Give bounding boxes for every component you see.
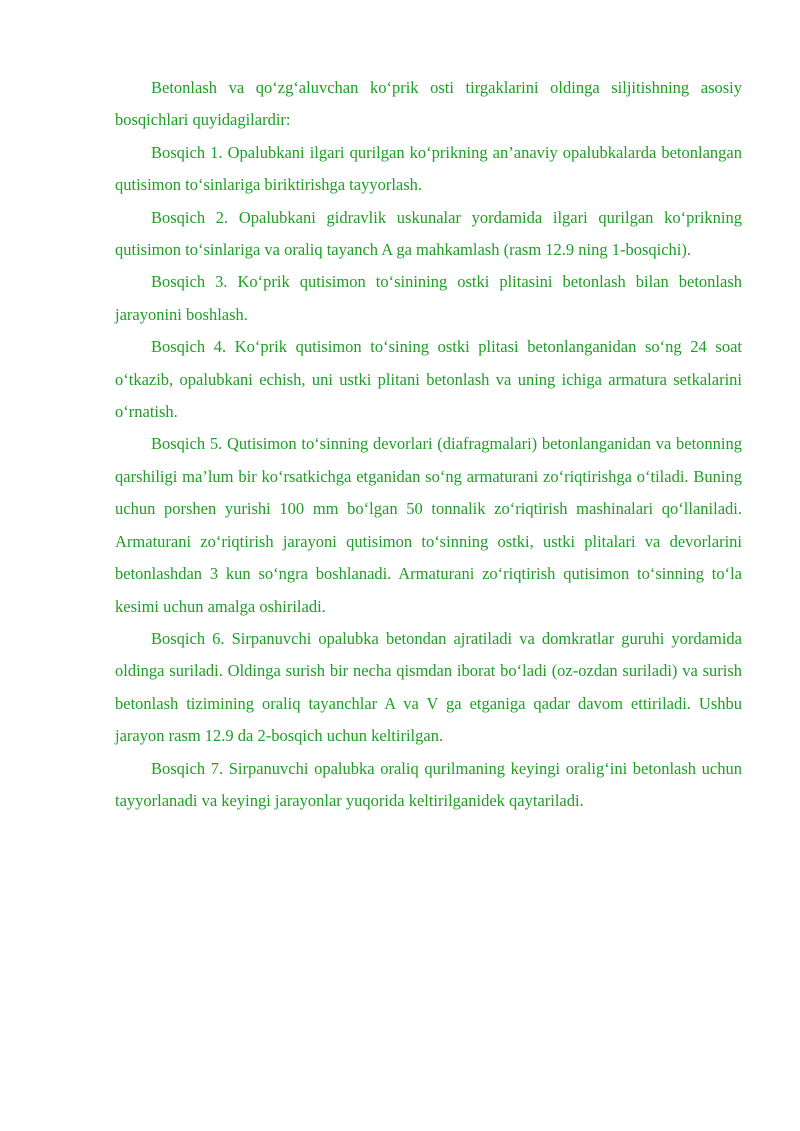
step-7-paragraph: Bosqich 7. Sirpanuvchi opalubka oraliq qurilmaning keyingi oralig‘ini betonlash uchun tayyorlanadi va keyingi jarayonlar yuqorida keltirilganidek qaytariladi. — [115, 758, 742, 810]
document-page — [115, 72, 742, 817]
step-6-paragraph: Bosqich 6. Sirpanuvchi opalubka betondan ajratiladi va domkratlar guruhi yordamida oldinga suriladi. Oldinga surish bir necha qismdan iborat bo‘ladi (oz-ozdan suriladi) va surish betonlash tizimining oraliq tayanchlar A va V ga etganiga qadar davom ettiriladi. Ushbu jarayon rasm 12.9 da 2-bosqich uchun keltirilgan. — [115, 628, 742, 746]
step-5-paragraph: Bosqich 5. Qutisimon to‘sinning devorlari (diafragmalari) betonlanganidan va betonning qarshiligi ma’lum bir ko‘rsatkichga etganidan so‘ng armaturani zo‘riqtirishga o‘tiladi. Buning uchun porshen yurishi 100 mm bo‘lgan 50 tonnalik zo‘riqtirish mashinalari qo‘llaniladi. Armaturani zo‘riqtirish jarayoni qutisimon to‘sinning ostki, ustki plitalari va devorlarini betonlashdan 3 kun so‘ngra boshlanadi. Armaturani zo‘riqtirish qutisimon to‘sinning to‘la kesimi uchun amalga oshiriladi. — [115, 434, 742, 616]
intro-paragraph: Betonlash va qo‘zg‘aluvchan ko‘prik osti tirgaklarini oldinga siljitishning asosiy bosqichlari quyidagilardir: — [115, 78, 742, 130]
step-1-paragraph: Bosqich 1. Opalubkani ilgari qurilgan ko‘prikning an’anaviy opalubkalarda betonlangan qutisimon to‘sinlariga biriktirishga tayyorlash. — [115, 142, 742, 195]
step-2-paragraph: Bosqich 2. Opalubkani gidravlik uskunalar yordamida ilgari qurilgan ko‘prikning qutisimon to‘sinlariga va oraliq tayanch A ga mahkamlash (rasm 12.9 ning 1-bosqichi). — [115, 207, 742, 260]
step-4-paragraph: Bosqich 4. Ko‘prik qutisimon to‘sining ostki plitasi betonlanganidan so‘ng 24 soat o‘tkazib, opalubkani echish, uni ustki plitani betonlash va uning ichiga armatura setkalarini o‘rnatish. — [115, 337, 742, 422]
step-3-paragraph: Bosqich 3. Ko‘prik qutisimon to‘sinining ostki plitasini betonlash bilan betonlash jarayonini boshlash. — [115, 272, 742, 324]
